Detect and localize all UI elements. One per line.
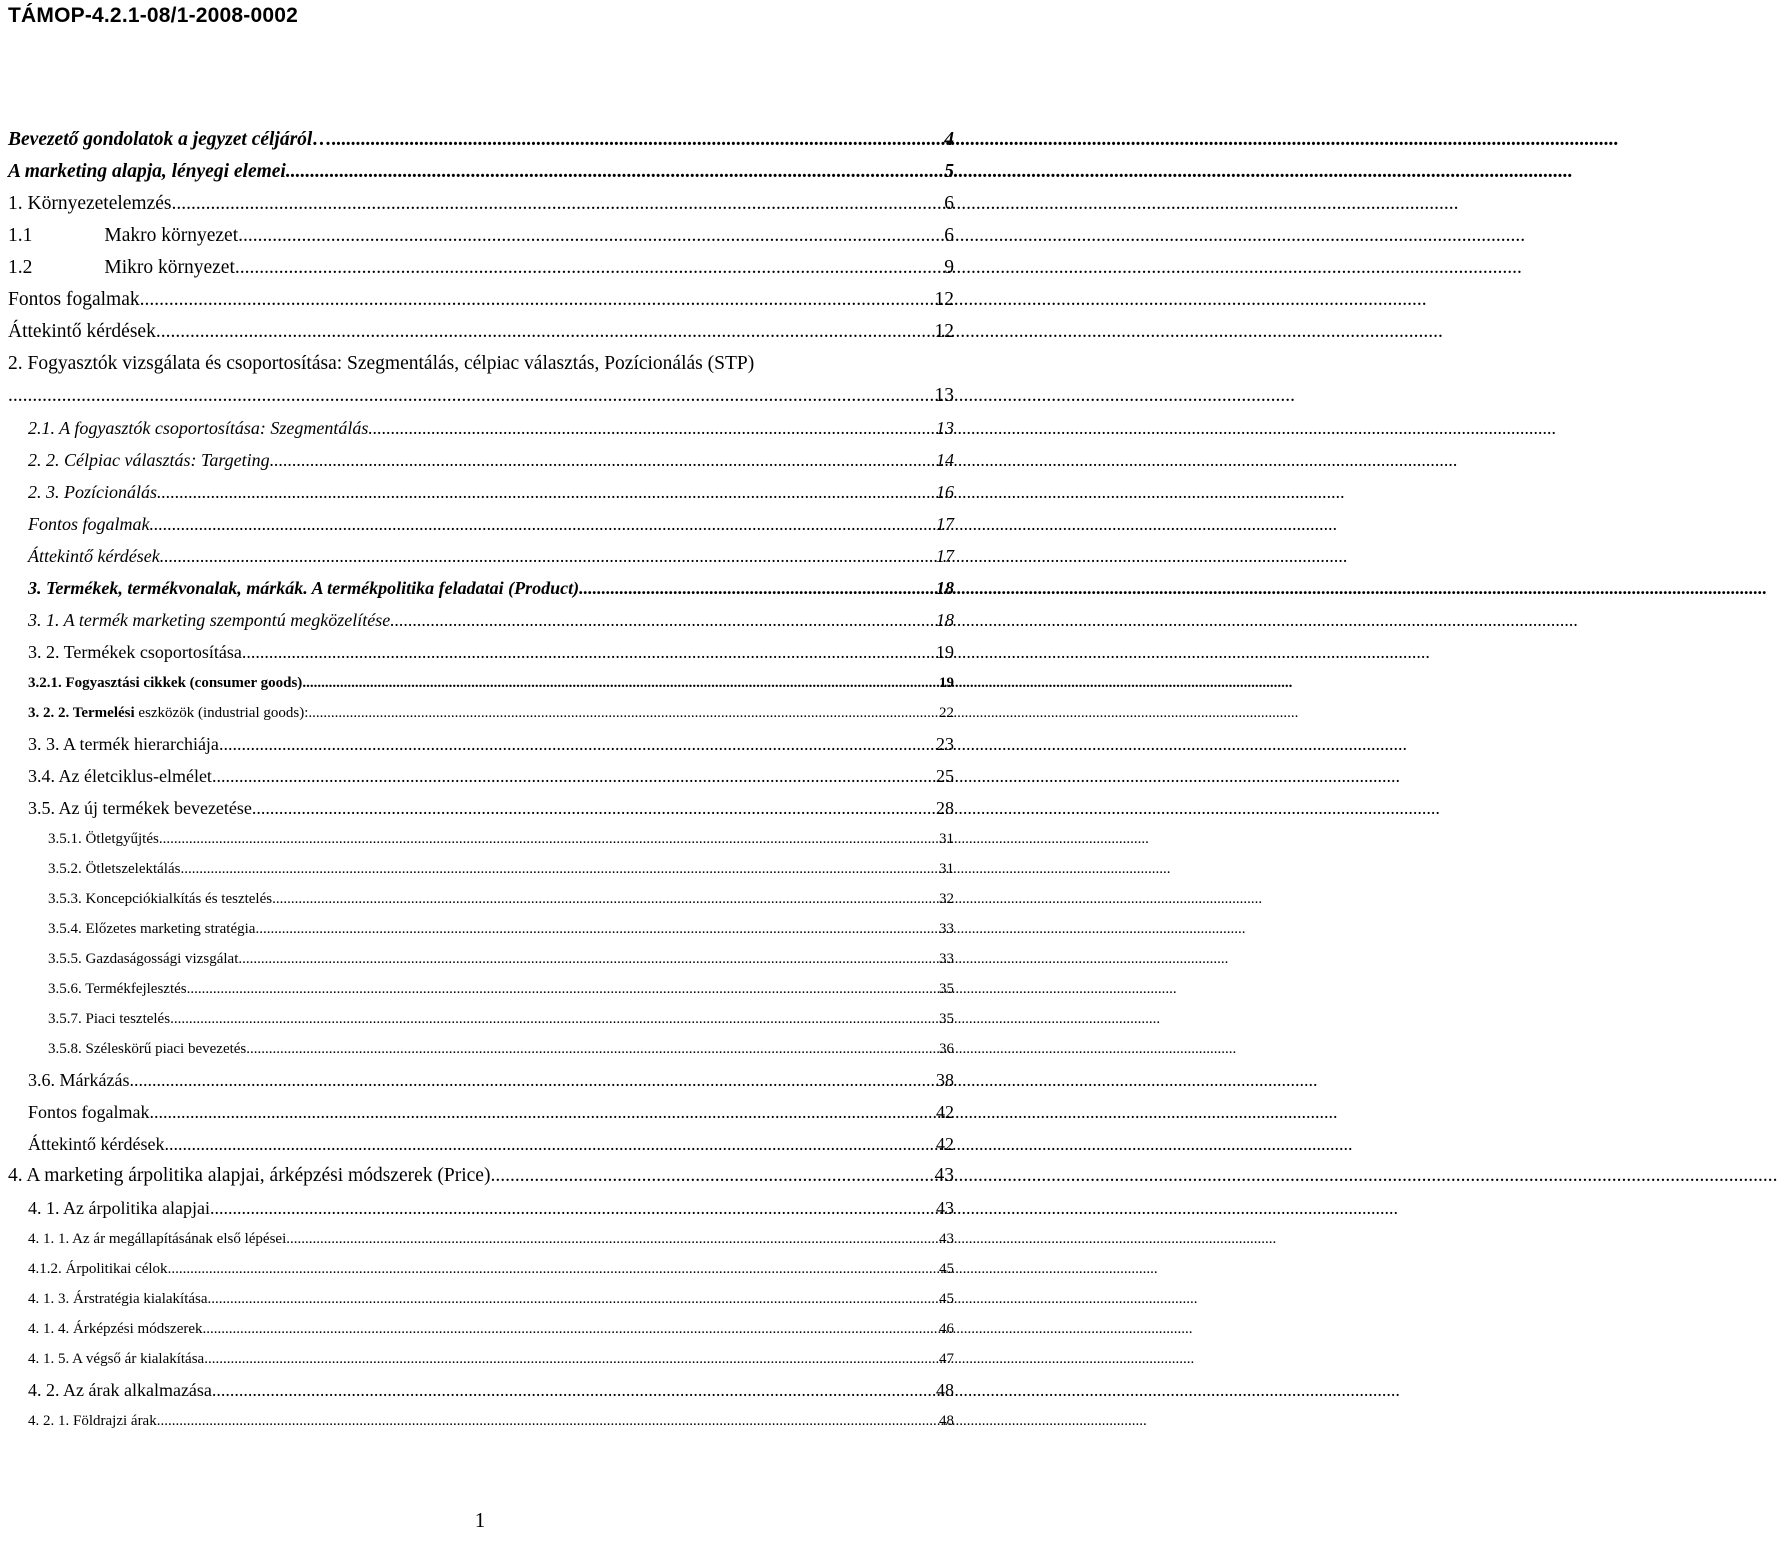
toc-entry[interactable] [8, 284, 954, 316]
toc-entry-page: 13 [934, 385, 954, 406]
toc-leader [272, 884, 937, 914]
toc-entry-title [8, 220, 238, 252]
toc-leader [490, 1160, 932, 1192]
toc-leader [246, 1034, 937, 1064]
toc-leader [308, 698, 937, 728]
toc-entry-page: 31 [939, 831, 954, 847]
toc-entry-title: 3.5.5. Gazdaságossági vizsgálat [48, 951, 239, 967]
toc-entry-title: 1. Környezetelemzés [8, 193, 172, 214]
toc-leader [238, 944, 937, 974]
toc-entry-title: 4.1.2. Árpolitikai célok [28, 1261, 168, 1277]
toc-entry-title: 4. 1. Az árpolitika alapjai [28, 1198, 210, 1218]
toc-entry-page: 46 [939, 1321, 954, 1337]
toc-entry-title: 3.2.1. Fogyasztási cikkek (consumer goods) [28, 675, 303, 691]
toc-entry-page: 31 [939, 861, 954, 877]
toc-entry[interactable] [8, 412, 954, 444]
table-of-contents [8, 124, 954, 1436]
toc-leader [368, 412, 934, 444]
toc-entry[interactable] [8, 380, 954, 412]
toc-leader [302, 668, 937, 698]
toc-entry-page: 5 [944, 161, 954, 182]
toc-entry-page: 22 [939, 705, 954, 721]
toc-leader [187, 974, 937, 1004]
toc-entry-page: 47 [939, 1351, 954, 1367]
toc-leader [390, 604, 934, 636]
toc-entry[interactable] [8, 316, 954, 348]
toc-entry-page: 17 [936, 514, 954, 534]
toc-entry-title: 2. 3. Pozícionálás [28, 482, 157, 502]
toc-entry-title [8, 252, 235, 284]
toc-entry-page: 35 [939, 1011, 954, 1027]
toc-leader [170, 1004, 937, 1034]
toc-entry[interactable] [8, 1064, 954, 1096]
toc-entry-title: 3.5.2. Ötletszelektálás [48, 861, 181, 877]
toc-entry-page: 12 [934, 289, 954, 310]
toc-entry[interactable] [8, 1344, 954, 1374]
toc-entry-title: 3.5.1. Ötletgyűjtés [48, 831, 159, 847]
toc-leader [252, 792, 934, 824]
toc-entry[interactable] [8, 1254, 954, 1284]
toc-leader [242, 636, 934, 668]
toc-entry-page: 33 [939, 921, 954, 937]
toc-entry-page: 18 [936, 610, 954, 630]
toc-leader [212, 1374, 934, 1406]
toc-entry[interactable] [8, 1284, 954, 1314]
toc-entry[interactable] [8, 1004, 954, 1034]
toc-leader [157, 1406, 937, 1436]
toc-entry-page: 23 [936, 734, 954, 754]
toc-entry-page: 32 [939, 891, 954, 907]
toc-leader [164, 1128, 934, 1160]
toc-entry[interactable] [8, 1128, 954, 1160]
toc-entry-page: 4 [944, 129, 954, 150]
toc-entry-title: 4. 1. 3. Árstratégia kialakítása [28, 1291, 208, 1307]
toc-entry-title: 3. Termékek, termékvonalak, márkák. A termékpolitika feladatai (Product) [28, 578, 580, 598]
page-number: 1 [474, 1508, 486, 1532]
toc-leader [172, 188, 943, 220]
toc-entry[interactable] [8, 1314, 954, 1344]
toc-leader [208, 1284, 937, 1314]
toc-entry-title: Áttekintő kérdések [28, 546, 160, 566]
toc-entry-title: 3.5.6. Termékfejlesztés [48, 981, 187, 997]
toc-entry-page: 12 [934, 321, 954, 342]
toc-entry[interactable] [8, 728, 954, 760]
toc-leader [204, 1344, 937, 1374]
toc-entry-title: 2. 2. Célpiac választás: Targeting [28, 450, 270, 470]
toc-entry[interactable] [8, 220, 954, 252]
toc-entry[interactable] [8, 854, 954, 884]
toc-leader [159, 824, 937, 854]
toc-entry-wrapped-title[interactable]: 2. Fogyasztók vizsgálata és csoportosítása: Szegmentálás, célpiac választás, Pozícionálás (STP) [8, 353, 755, 374]
toc-leader [212, 760, 934, 792]
toc-leader [160, 540, 934, 572]
toc-entry[interactable] [8, 668, 954, 698]
toc-entry-title: 4. 1. 4. Árképzési módszerek [28, 1321, 203, 1337]
toc-entry-page: 6 [944, 193, 954, 214]
toc-entry[interactable] [8, 824, 954, 854]
toc-entry-title: Fontos fogalmak [28, 1102, 150, 1122]
toc-entry[interactable] [8, 508, 954, 540]
toc-leader [140, 284, 933, 316]
toc-entry[interactable] [8, 1192, 954, 1224]
toc-leader [332, 124, 942, 156]
toc-entry-title: 3.6. Márkázás [28, 1070, 130, 1090]
toc-entry-title: 2.1. A fogyasztók csoportosítása: Szegmentálás [28, 418, 369, 438]
toc-entry-title: 3.5.8. Széleskörű piaci bevezetés [48, 1041, 247, 1057]
toc-entry[interactable] [8, 604, 954, 636]
toc-leader [150, 508, 935, 540]
toc-leader [286, 156, 942, 188]
toc-entry-title [28, 698, 308, 728]
toc-leader [157, 476, 934, 508]
toc-entry[interactable] [8, 1374, 954, 1406]
toc-entry-page: 9 [944, 257, 954, 278]
toc-entry-text: Makro környezet [104, 225, 239, 246]
toc-entry-page: 42 [936, 1134, 954, 1154]
toc-entry-page: 33 [939, 951, 954, 967]
toc-entry-title: 4. 1. 5. A végső ár kialakítása [28, 1351, 205, 1367]
toc-entry-title: Bevezető gondolatok a jegyzet céljáról… [8, 129, 332, 150]
toc-leader [168, 1254, 937, 1284]
toc-entry-title: 3. 3. A termék hierarchiája [28, 734, 219, 754]
toc-entry[interactable] [8, 156, 954, 188]
toc-entry-title: 3.5.3. Koncepciókialkítás és tesztelés [48, 891, 273, 907]
toc-leader [270, 444, 934, 476]
toc-entry-page: 43 [934, 1165, 954, 1186]
toc-entry[interactable] [8, 476, 954, 508]
toc-leader [8, 380, 933, 412]
toc-leader [156, 316, 933, 348]
document-header: TÁMOP-4.2.1-08/1-2008-0002 [8, 4, 299, 27]
toc-entry[interactable] [8, 124, 954, 156]
toc-entry-title: 4. 1. 1. Az ár megállapításának első lépései [28, 1231, 287, 1247]
toc-entry-page: 42 [936, 1102, 954, 1122]
toc-entry-page: 16 [936, 482, 954, 502]
toc-entry-page: 6 [944, 225, 954, 246]
toc-entry-title: 3.5. Az új termékek bevezetése [28, 798, 252, 818]
toc-entry-title: Áttekintő kérdések [28, 1134, 165, 1154]
toc-entry[interactable] [8, 252, 954, 284]
toc-leader [219, 728, 934, 760]
toc-entry-title: Fontos fogalmak [28, 514, 150, 534]
toc-entry-title: 4. 2. Az árak alkalmazása [28, 1380, 212, 1400]
toc-entry-text: Mikro környezet [104, 257, 235, 278]
toc-leader [238, 220, 942, 252]
toc-entry-title: 4. A marketing árpolitika alapjai, árképzési módszerek (Price) [8, 1165, 491, 1186]
toc-entry[interactable] [8, 1406, 954, 1436]
toc-entry-page: 43 [936, 1198, 954, 1218]
toc-entry-page: 35 [939, 981, 954, 997]
toc-entry-title: 3. 2. Termékek csoportosítása [28, 642, 242, 662]
toc-entry[interactable] [8, 698, 954, 728]
toc-entry-title: 3.4. Az életciklus-elmélet [28, 766, 212, 786]
toc-entry[interactable] [8, 760, 954, 792]
toc-leader [255, 914, 937, 944]
toc-entry-page: 14 [936, 450, 954, 470]
toc-entry[interactable] [8, 974, 954, 1004]
toc-entry-page: 36 [939, 1041, 954, 1057]
toc-entry[interactable] [8, 914, 954, 944]
toc-leader [203, 1314, 937, 1344]
toc-entry[interactable] [8, 188, 954, 220]
toc-leader [579, 572, 934, 604]
toc-entry-page: 19 [939, 675, 954, 691]
toc-entry[interactable] [8, 884, 954, 914]
toc-entry[interactable] [8, 792, 954, 824]
toc-entry-page: 45 [939, 1261, 954, 1277]
toc-entry[interactable] [8, 444, 954, 476]
toc-leader [210, 1192, 934, 1224]
toc-entry-page: 25 [936, 766, 954, 786]
toc-entry-title: A marketing alapja, lényegi elemei [8, 161, 286, 182]
toc-entry[interactable] [8, 1034, 954, 1064]
toc-entry-title: 3.5.4. Előzetes marketing stratégia [48, 921, 256, 937]
toc-entry-page: 19 [936, 642, 954, 662]
toc-entry-text-bold: 3. 2. 2. Termelési [28, 705, 135, 721]
toc-leader [286, 1224, 937, 1254]
toc-entry-page: 13 [936, 418, 954, 438]
toc-leader [129, 1064, 934, 1096]
toc-entry[interactable] [8, 572, 954, 604]
toc-entry[interactable] [8, 540, 954, 572]
toc-entry-number: 1.2 [8, 257, 33, 278]
toc-entry-title: Fontos fogalmak [8, 289, 140, 310]
toc-entry-page: 18 [936, 578, 954, 598]
toc-entry-page: 48 [939, 1413, 954, 1429]
toc-entry-title: 3. 1. A termék marketing szempontú megközelítése [28, 610, 391, 630]
toc-leader [180, 854, 937, 884]
toc-entry-page: 28 [936, 798, 954, 818]
toc-entry[interactable] [8, 1096, 954, 1128]
toc-entry-page: 43 [939, 1231, 954, 1247]
toc-entry-page: 48 [936, 1380, 954, 1400]
toc-entry-page: 38 [936, 1070, 954, 1090]
toc-entry[interactable] [8, 1160, 954, 1192]
toc-entry-title: 3.5.7. Piaci tesztelés [48, 1011, 171, 1027]
toc-leader [235, 252, 942, 284]
toc-entry-page: 17 [936, 546, 954, 566]
toc-entry-title: 4. 2. 1. Földrajzi árak [28, 1413, 157, 1429]
toc-entry-number: 1.1 [8, 225, 33, 246]
toc-entry[interactable] [8, 1224, 954, 1254]
toc-entry[interactable] [8, 636, 954, 668]
toc-entry-page: 45 [939, 1291, 954, 1307]
toc-entry-title: Áttekintő kérdések [8, 321, 156, 342]
toc-entry-text: eszközök (industrial goods): [134, 705, 309, 721]
toc-entry[interactable] [8, 944, 954, 974]
toc-leader [150, 1096, 935, 1128]
